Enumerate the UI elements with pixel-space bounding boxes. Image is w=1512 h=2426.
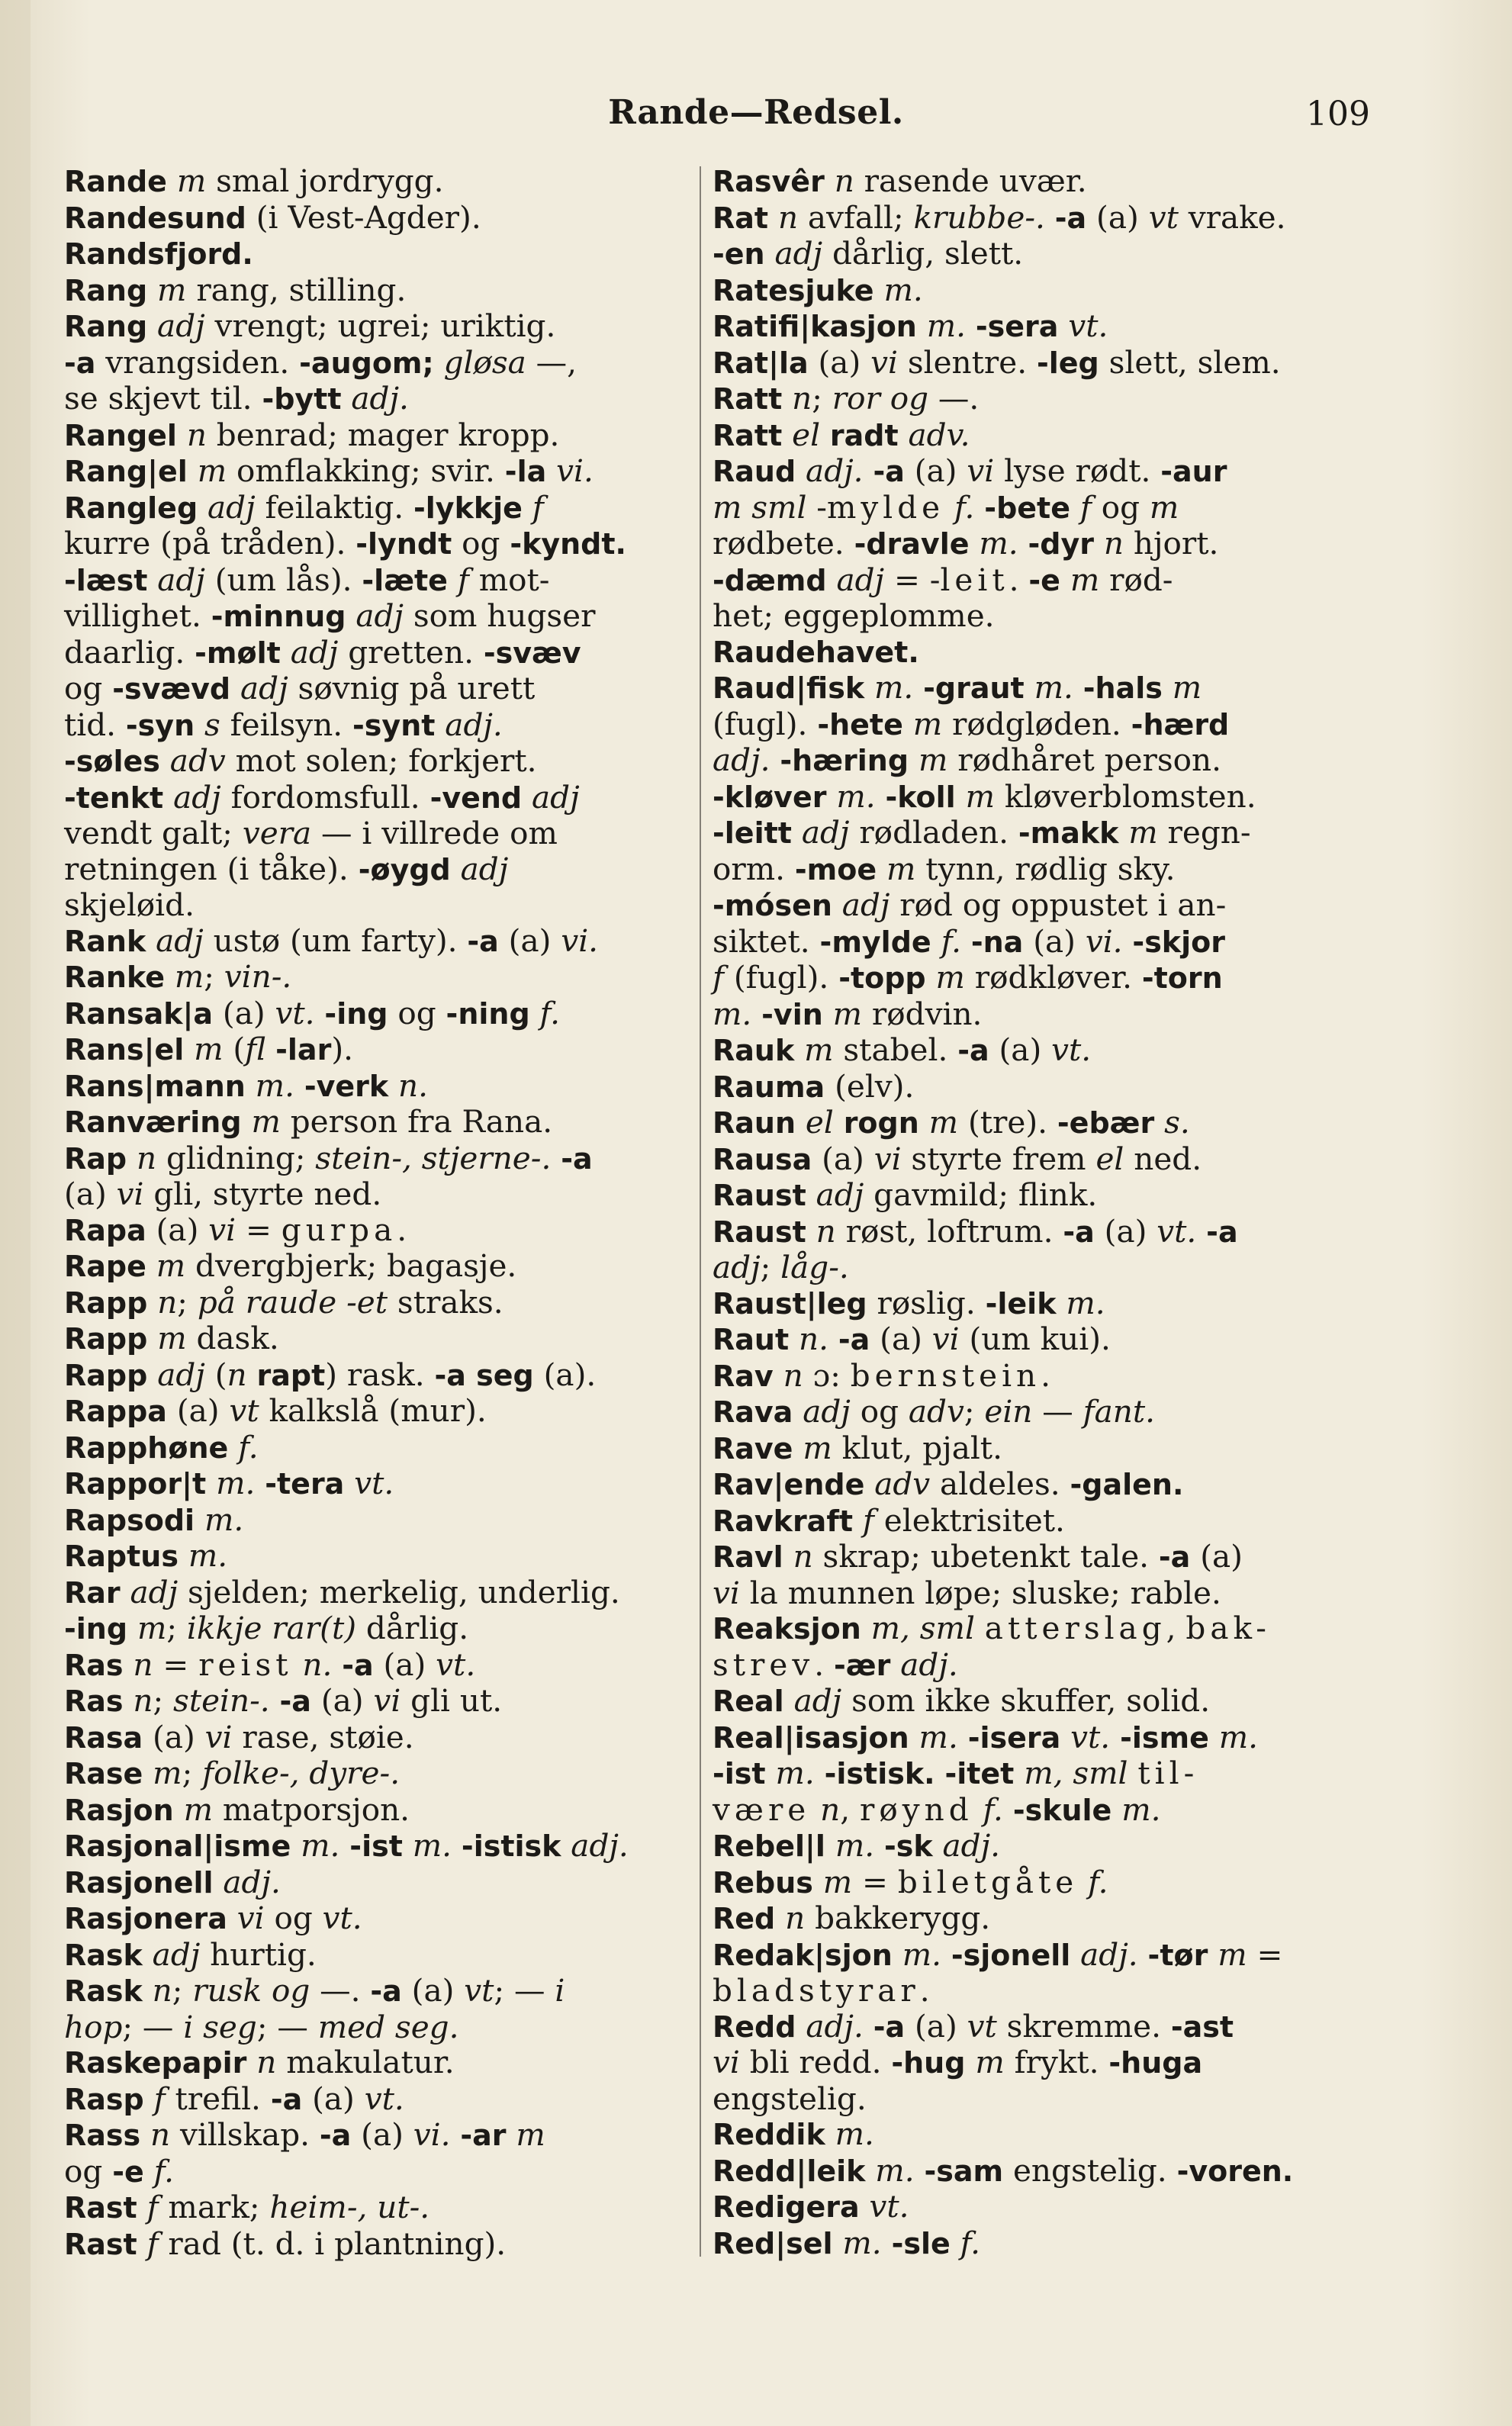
dictionary-line: (a) vi gli, styrte ned. bbox=[64, 1176, 382, 1212]
dictionary-line: Rast f rad (t. d. i plantning). bbox=[64, 2225, 507, 2262]
dictionary-line: Raud|fisk m. -graut m. -hals m bbox=[713, 669, 1202, 706]
dictionary-line: m sml -mylde f. -bete f og m bbox=[713, 488, 1179, 526]
dictionary-line: Ratifi|kasjon m. -sera vt. bbox=[713, 307, 1108, 344]
dictionary-line: het; eggeplomme. bbox=[713, 597, 995, 634]
dictionary-line: Raud adj. -a (a) vi lyse rødt. -aur bbox=[713, 452, 1227, 489]
dictionary-line: Ratt el radt adv. bbox=[713, 416, 970, 453]
dictionary-line: Randesund (i Vest-Agder). bbox=[64, 198, 481, 236]
dictionary-line: siktet. -mylde f. -na (a) vi. -skjor bbox=[713, 922, 1225, 960]
dictionary-line: Rans|mann m. -verk n. bbox=[64, 1067, 428, 1104]
dictionary-line: Rasa (a) vi rase, støie. bbox=[64, 1718, 414, 1755]
dictionary-line: Rapp n; på raude -et straks. bbox=[64, 1283, 503, 1321]
dictionary-line: Rande m smal jordrygg. bbox=[64, 162, 444, 199]
dictionary-line: -tenkt adj fordomsfull. -vend adj bbox=[64, 778, 580, 816]
running-header: Rande—Redsel. bbox=[608, 93, 904, 132]
dictionary-line: Rat n avfall; krubbe-. -a (a) vt vrake. bbox=[713, 198, 1286, 236]
dictionary-line: Raptus m. bbox=[64, 1537, 228, 1574]
dictionary-line: Rasjonal|isme m. -ist m. -istisk adj. bbox=[64, 1827, 629, 1864]
dictionary-line: adj; låg-. bbox=[713, 1249, 849, 1285]
dictionary-line: daarlig. -mølt adj gretten. -svæv bbox=[64, 633, 581, 671]
dictionary-line: Raust|leg røslig. -leik m. bbox=[713, 1284, 1105, 1321]
dictionary-line: -leitt adj rødladen. -makk m regn- bbox=[713, 814, 1251, 851]
dictionary-line: Ransak|a (a) vt. -ing og -ning f. bbox=[64, 994, 560, 1031]
dictionary-line: se skjevt til. -bytt adj. bbox=[64, 380, 409, 417]
dictionary-line: Rapa (a) vi = gurpa. bbox=[64, 1211, 407, 1248]
dictionary-line: -dæmd adj = -leit. -e m rød- bbox=[713, 561, 1173, 598]
dictionary-line: Rava adj og adv; ein — fant. bbox=[713, 1393, 1156, 1430]
page-edge-shadow bbox=[0, 0, 31, 2426]
dictionary-line: -ist m. -istisk. -itet m, sml til- bbox=[713, 1755, 1199, 1791]
dictionary-line: Rauk m stabel. -a (a) vt. bbox=[713, 1031, 1092, 1068]
dictionary-line: Rasjonell adj. bbox=[64, 1863, 281, 1900]
dictionary-line: Rar adj sjelden; merkelig, underlig. bbox=[64, 1573, 620, 1610]
dictionary-line: tid. -syn s feilsyn. -synt adj. bbox=[64, 706, 503, 743]
dictionary-line: -søles adv mot solen; forkjert. bbox=[64, 742, 537, 779]
dictionary-line: Real|isasjon m. -isera vt. -isme m. bbox=[713, 1718, 1259, 1755]
dictionary-line: Rasjon m matporsjon. bbox=[64, 1791, 410, 1828]
dictionary-line: retningen (i tåke). -øygd adj bbox=[64, 850, 509, 887]
dictionary-line: Rat|la (a) vi slentre. -leg slett, slem. bbox=[713, 343, 1281, 381]
dictionary-line: vendt galt; vera — i villrede om bbox=[64, 815, 558, 851]
dictionary-line: adj. -hæring m rødhåret person. bbox=[713, 742, 1221, 778]
dictionary-line: Raust n røst, loftrum. -a (a) vt. -a bbox=[713, 1212, 1238, 1250]
dictionary-line: Rauma (elv). bbox=[713, 1067, 915, 1105]
dictionary-line: Raut n. -a (a) vi (um kui). bbox=[713, 1321, 1111, 1357]
dictionary-line: hop; — i seg; — med seg. bbox=[64, 2008, 459, 2045]
dictionary-line: Rape m dvergbjerk; bagasje. bbox=[64, 1247, 517, 1284]
dictionary-line: -en adj dårlig, slett. bbox=[713, 235, 1024, 272]
dictionary-line: strev. -ær adj. bbox=[713, 1646, 958, 1683]
dictionary-line: -ing m; ikkje rar(t) dårlig. bbox=[64, 1610, 469, 1646]
dictionary-line: Ravl n skrap; ubetenkt tale. -a (a) bbox=[713, 1538, 1243, 1575]
dictionary-line: f (fugl). -topp m rødkløver. -torn bbox=[713, 959, 1223, 996]
dictionary-line: Rasvêr n rasende uvær. bbox=[713, 162, 1087, 199]
dictionary-line: kurre (på tråden). -lyndt og -kyndt. bbox=[64, 525, 626, 561]
dictionary-line: villighet. -minnug adj som hugser bbox=[64, 597, 596, 634]
dictionary-line: vi bli redd. -hug m frykt. -huga bbox=[713, 2044, 1203, 2080]
dictionary-line: Raust adj gavmild; flink. bbox=[713, 1176, 1098, 1213]
dictionary-line: Raskepapir n makulatur. bbox=[64, 2044, 455, 2080]
dictionary-line: -kløver m. -koll m kløverblomsten. bbox=[713, 777, 1256, 815]
dictionary-line: Ranke m; vin-. bbox=[64, 958, 292, 995]
dictionary-line: Rap n glidning; stein-, stjerne-. -a bbox=[64, 1139, 593, 1176]
dictionary-line: Raun el rogn m (tre). -ebær s. bbox=[713, 1104, 1190, 1141]
dictionary-line: Red n bakkerygg. bbox=[713, 1900, 991, 1936]
dictionary-line: Randsfjord. bbox=[64, 237, 253, 271]
dictionary-line: -mósen adj rød og oppustet i an- bbox=[713, 886, 1227, 923]
dictionary-line: (fugl). -hete m rødgløden. -hærd bbox=[713, 705, 1230, 742]
dictionary-line: Rase m; folke-, dyre-. bbox=[64, 1755, 401, 1791]
dictionary-line: og -e f. bbox=[64, 2152, 175, 2190]
dictionary-line: Rasjonera vi og vt. bbox=[64, 1900, 362, 1936]
dictionary-line: Rass n villskap. -a (a) vi. -ar m bbox=[64, 2116, 545, 2153]
dictionary-line: Rank adj ustø (um farty). -a (a) vi. bbox=[64, 922, 599, 959]
page-number: 109 bbox=[1306, 95, 1370, 134]
dictionary-line: Redd|leik m. -sam engstelig. -voren. bbox=[713, 2151, 1294, 2189]
dictionary-line: -a vrangsiden. -augom; gløsa —, bbox=[64, 343, 577, 381]
dictionary-line: m. -vin m rødvin. bbox=[713, 995, 983, 1032]
dictionary-line: Rav n ɔ: bernstein. bbox=[713, 1356, 1051, 1394]
dictionary-line: orm. -moe m tynn, rødlig sky. bbox=[713, 850, 1176, 887]
right-column bbox=[713, 163, 1384, 2261]
dictionary-line: Rang|el m omflakking; svir. -la vi. bbox=[64, 452, 594, 489]
dictionary-line: Rapphøne f. bbox=[64, 1428, 259, 1466]
left-column bbox=[64, 163, 705, 2262]
dictionary-line: Rapp m dask. bbox=[64, 1320, 279, 1356]
dictionary-line: Red|sel m. -sle f. bbox=[713, 2224, 981, 2261]
dictionary-line: Rasp f trefil. -a (a) vt. bbox=[64, 2080, 404, 2117]
dictionary-line: Rausa (a) vi styrte frem el ned. bbox=[713, 1140, 1202, 1177]
dictionary-line: Redak|sjon m. -sjonell adj. -tør m = bbox=[713, 1935, 1283, 1973]
dictionary-line: være n, røynd f. -skule m. bbox=[713, 1791, 1161, 1828]
dictionary-line: Ravkraft f elektrisitet. bbox=[713, 1501, 1065, 1539]
dictionary-line: Rang m rang, stilling. bbox=[64, 271, 407, 308]
dictionary-line: Rav|ende adv aldeles. -galen. bbox=[713, 1466, 1184, 1502]
dictionary-line: Rask n; rusk og —. -a (a) vt; — i bbox=[64, 1972, 565, 2009]
dictionary-line: Rans|el m (fl -lar). bbox=[64, 1031, 353, 1067]
dictionary-line: Ranværing m person fra Rana. bbox=[64, 1103, 553, 1140]
dictionary-line: Rangel n benrad; mager kropp. bbox=[64, 416, 560, 453]
dictionary-line: og -svævd adj søvnig på urett bbox=[64, 670, 536, 706]
dictionary-line: Rappa (a) vt kalkslå (mur). bbox=[64, 1392, 487, 1429]
dictionary-line: Ras n = reist n. -a (a) vt. bbox=[64, 1646, 476, 1683]
dictionary-line: Rappor|t m. -tera vt. bbox=[64, 1465, 394, 1501]
dictionary-line: Rangleg adj feilaktig. -lykkje f bbox=[64, 488, 544, 526]
dictionary-line: Rapsodi m. bbox=[64, 1501, 244, 1538]
dictionary-line: vi la munnen løpe; sluske; rable. bbox=[713, 1574, 1221, 1611]
dictionary-line: Redd adj. -a (a) vt skremme. -ast bbox=[713, 2007, 1234, 2045]
dictionary-line: engstelig. bbox=[713, 2080, 867, 2117]
dictionary-line: Raudehavet. bbox=[713, 635, 919, 669]
dictionary-line: skjeløid. bbox=[64, 886, 195, 923]
dictionary-line: Rang adj vrengt; ugrei; uriktig. bbox=[64, 307, 556, 344]
dictionary-line: Ras n; stein-. -a (a) vi gli ut. bbox=[64, 1682, 503, 1719]
dictionary-line: Redigera vt. bbox=[713, 2188, 909, 2225]
dictionary-line: Rave m klut, pjalt. bbox=[713, 1429, 1002, 1466]
dictionary-line: Reaksjon m, sml atterslag, bak- bbox=[713, 1610, 1271, 1646]
dictionary-line: Rebus m = biletgåte f. bbox=[713, 1863, 1108, 1900]
dictionary-line: Real adj som ikke skuffer, solid. bbox=[713, 1682, 1211, 1719]
dictionary-line: bladstyrar. bbox=[713, 1972, 930, 2009]
dictionary-line: Ratesjuke m. bbox=[713, 271, 923, 308]
dictionary-line: Rebel|l m. -sk adj. bbox=[713, 1827, 1001, 1864]
dictionary-line: Rapp adj (n rapt) rask. -a seg (a). bbox=[64, 1356, 597, 1393]
dictionary-line: -læst adj (um lås). -læte f mot- bbox=[64, 561, 550, 598]
dictionary-line: Rask adj hurtig. bbox=[64, 1935, 317, 1973]
dictionary-line: Rast f mark; heim-, ut-. bbox=[64, 2189, 430, 2225]
dictionary-line: Reddik m. bbox=[713, 2116, 874, 2152]
dictionary-line: rødbete. -dravle m. -dyr n hjort. bbox=[713, 525, 1219, 561]
dictionary-line: Ratt n; ror og —. bbox=[713, 380, 980, 417]
